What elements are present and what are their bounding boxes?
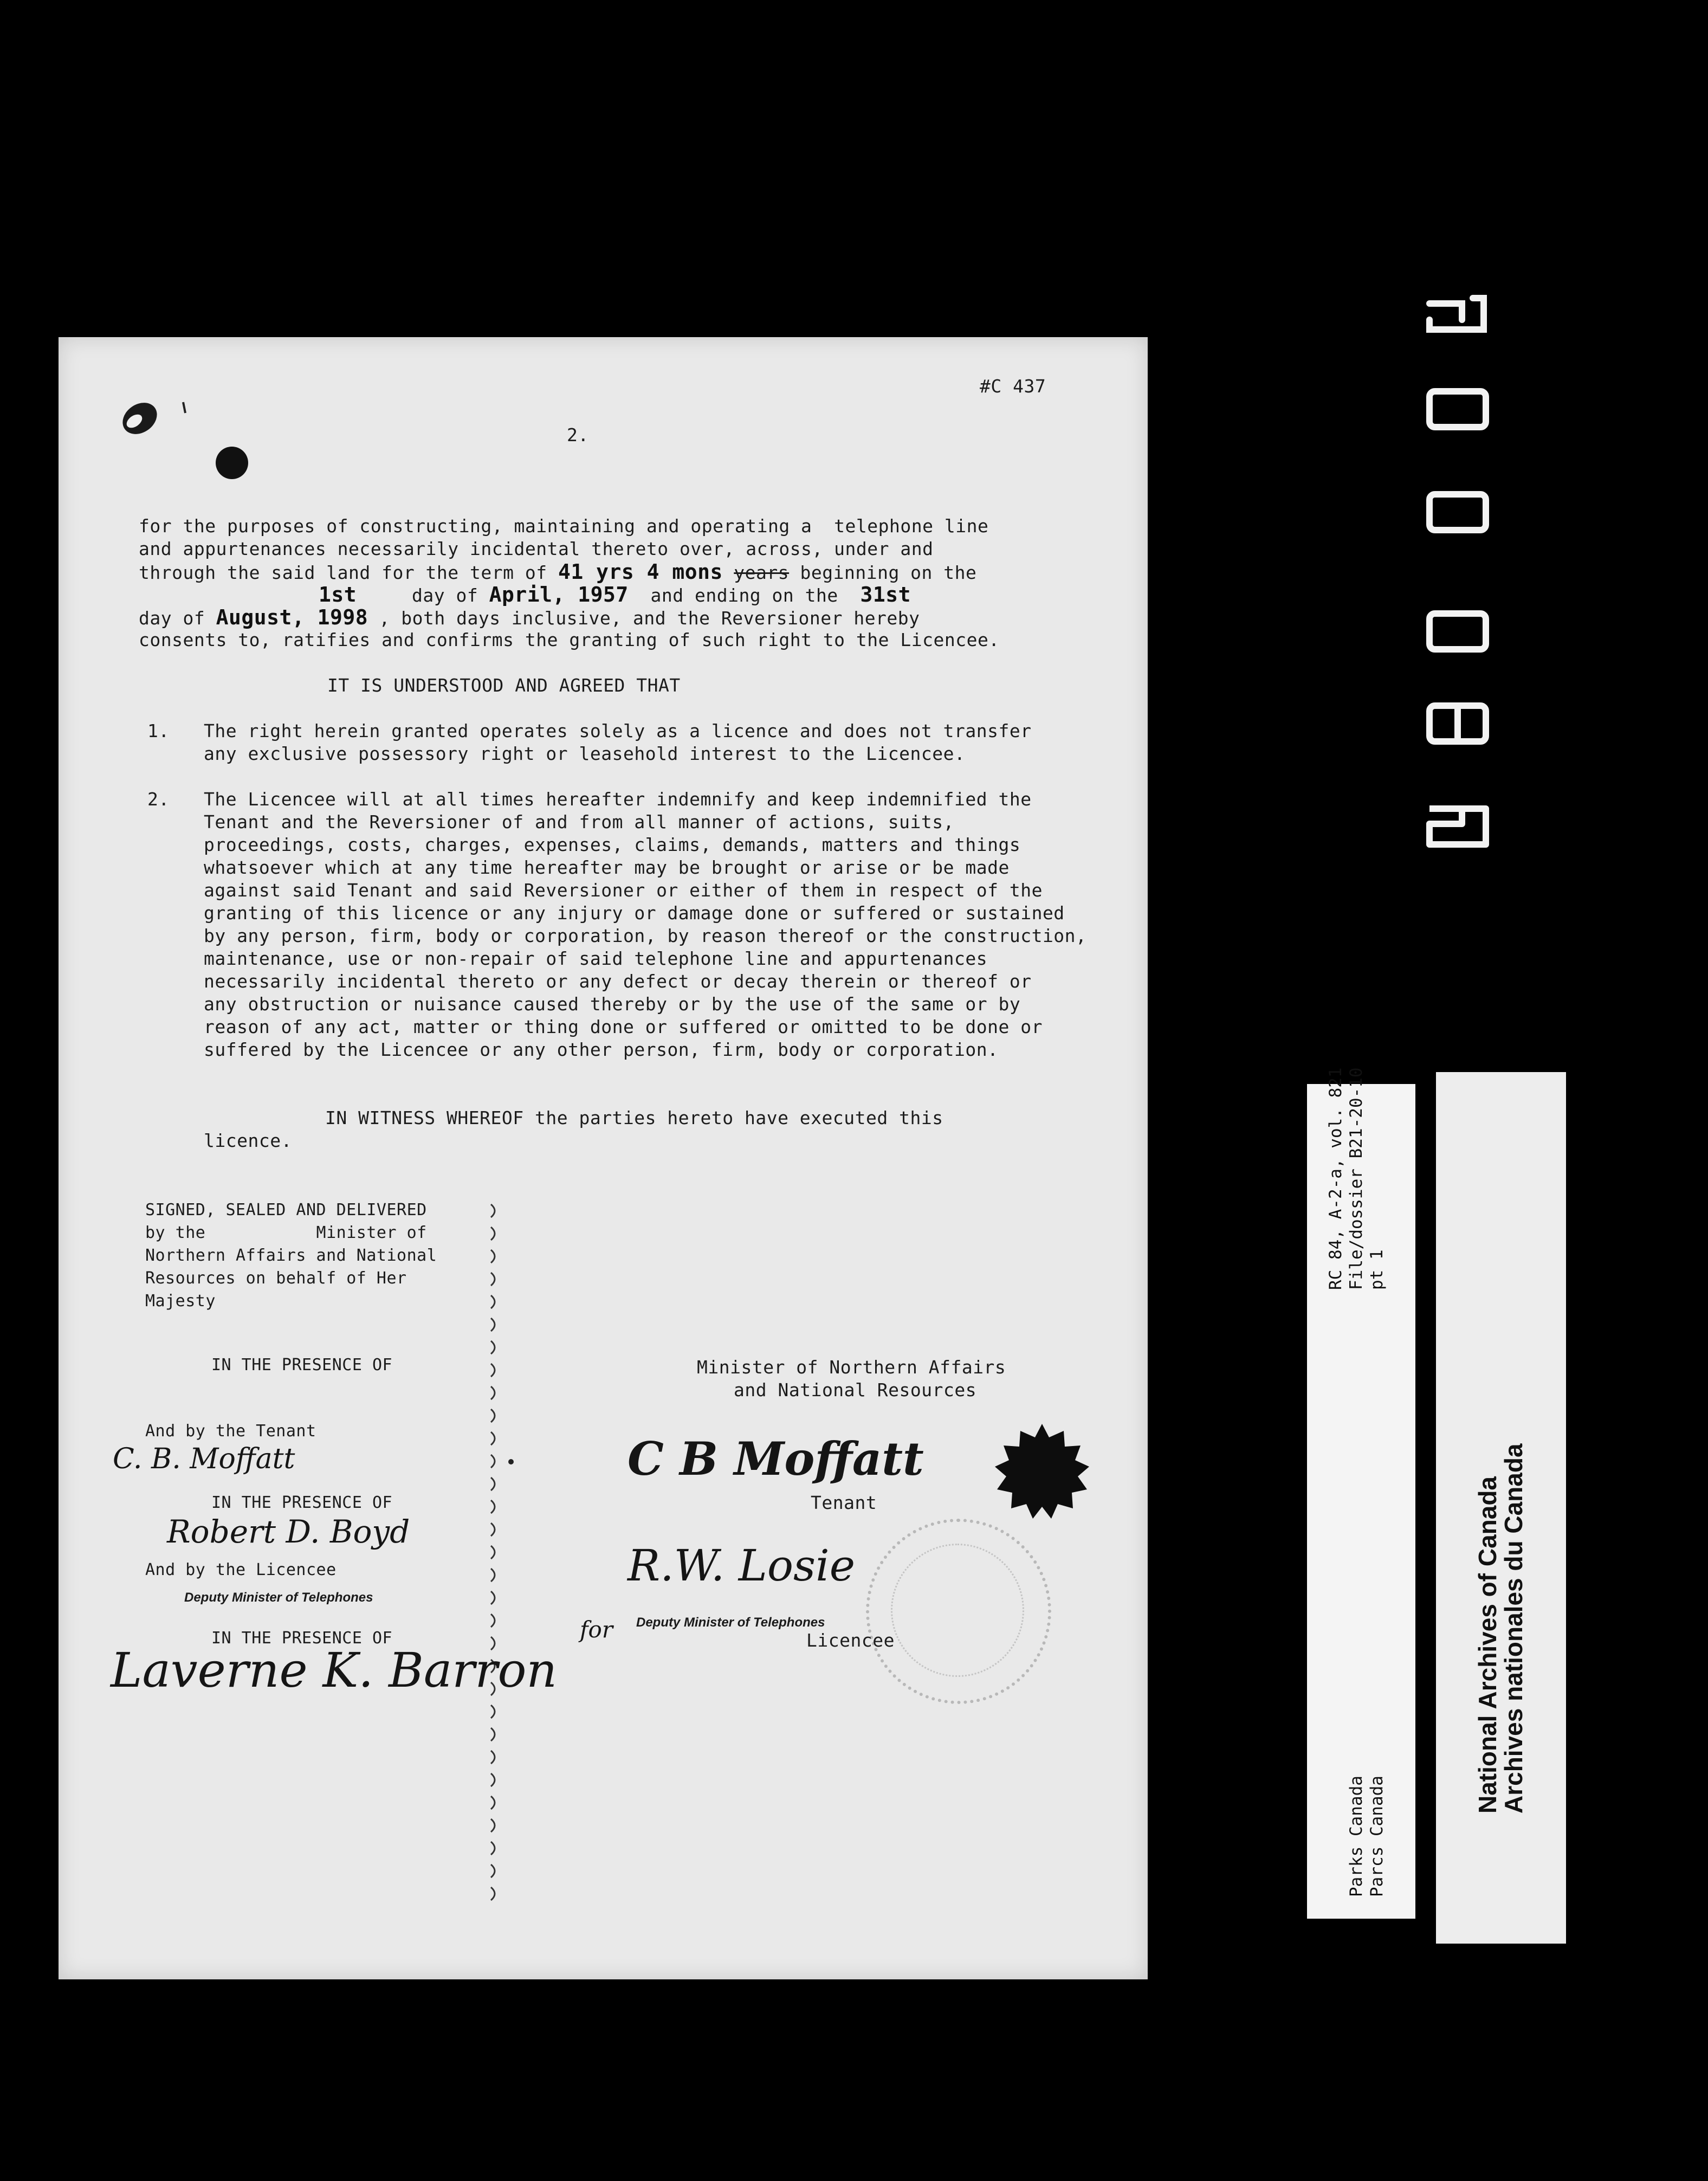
reel-mark-8 — [1424, 699, 1491, 748]
tenant-intro: And by the Tenant — [145, 1422, 316, 1441]
clause-2-line-4: whatsoever which at any time hereafter may be brought or arise or be made — [204, 857, 1010, 878]
presence-2: IN THE PRESENCE OF — [211, 1493, 393, 1512]
minister-title-2: and National Resources — [734, 1379, 977, 1401]
archive-reference-label — [1307, 1067, 1415, 1919]
day-start: 1st — [319, 583, 357, 606]
month-start: April, 1957 — [489, 583, 629, 606]
clause-2-line-11: reason of any act, matter or thing done or suffered or omitted to be done or — [204, 1016, 1043, 1037]
clause-1-line-2: any exclusive possessory right or leasehold interest to the Licencee. — [204, 743, 966, 764]
signed-line-3: Northern Affairs and National — [145, 1246, 437, 1265]
signature-losie: R.W. Losie — [627, 1540, 856, 1591]
deputy-stamp-left: Deputy Minister of Telephones — [184, 1590, 373, 1605]
reel-mark-9b — [1424, 802, 1491, 851]
national-archives-label — [1436, 1072, 1566, 1944]
org-line-2: Parcs Canada — [1367, 1776, 1387, 1897]
clause-2-line-10: any obstruction or nuisance caused thereby or by the use of the same or by — [204, 993, 1021, 1015]
signed-line-5: Majesty — [145, 1292, 216, 1311]
ref-line-1: RC 84, A-2-a, vol. 821 — [1326, 1067, 1345, 1290]
witness-line: IN WITNESS WHEREOF the parties hereto have executed this — [325, 1107, 943, 1128]
signature-tenant: C B Moffatt — [627, 1432, 924, 1486]
page-number: 2. — [567, 424, 589, 446]
intro-line-2: and appurtenances necessarily incidental thereto over, across, under and — [139, 538, 934, 559]
embossed-seal — [866, 1519, 1051, 1704]
clause-2-line-2: Tenant and the Reversioner of and from all manner of actions, suits, — [204, 811, 955, 833]
reel-mark-0a — [1424, 385, 1491, 434]
intro-line-3: through the said land for the term of 41 yrs 4 mons years beginning on the — [139, 560, 977, 584]
for-mark: for — [580, 1616, 613, 1643]
licencee-intro: And by the Licencee — [145, 1560, 337, 1579]
reel-mark-0c — [1424, 607, 1491, 656]
clause-2-number: 2. — [147, 789, 170, 810]
witness-cont: licence. — [204, 1130, 292, 1151]
deputy-stamp-right: Deputy Minister of Telephones — [636, 1615, 825, 1630]
day-end: 31st — [860, 583, 911, 606]
ref-line-3: pt 1 — [1367, 1249, 1387, 1290]
signed-line-1: SIGNED, SEALED AND DELIVERED — [145, 1201, 427, 1219]
intro-line-1: for the purposes of constructing, maintaining and operating a telephone line — [139, 515, 989, 537]
clause-2-line-8: maintenance, use or non-repair of said telephone line and appurtenances — [204, 948, 988, 969]
file-mark: #C 437 — [980, 376, 1046, 397]
term-value: 41 yrs 4 mons — [558, 560, 723, 584]
dot-mark — [508, 1459, 514, 1464]
clause-2-line-7: by any person, firm, body or corporation, by reason thereof or the construction, — [204, 925, 1087, 946]
clause-2-line-9: necessarily incidental thereto or any defect or decay therein or thereof or — [204, 971, 1032, 992]
date-end-line: day of August, 1998 , both days inclusive, and the Reversioner hereby — [139, 605, 920, 629]
presence-1: IN THE PRESENCE OF — [211, 1356, 393, 1375]
licencee-label: Licencee — [806, 1630, 895, 1651]
presence-3: IN THE PRESENCE OF — [211, 1629, 393, 1648]
clause-2-line-12: suffered by the Licencee or any other person, firm, body or corporation. — [204, 1039, 999, 1060]
date-start-line: 1st day of April, 1957 and ending on the 31st — [319, 583, 911, 606]
nac-line-1: National Archives of Canada — [1473, 1476, 1502, 1814]
signature-boyd: Robert D. Boyd — [167, 1513, 410, 1550]
clause-1-line-1: The right herein granted operates solely as a licence and does not transfer — [204, 720, 1032, 741]
reel-mark-0b — [1424, 488, 1491, 537]
signature-initials: C. B. Moffatt — [113, 1443, 295, 1475]
signed-line-4: Resources on behalf of Her — [145, 1269, 407, 1288]
seal — [991, 1421, 1094, 1524]
reel-mark-9 — [1424, 287, 1491, 336]
consents-line: consents to, ratifies and confirms the granting of such right to the Licencee. — [139, 629, 1000, 650]
ink-blot-marks — [102, 391, 254, 494]
month-end: August, 1998 — [216, 605, 368, 629]
signature-barron: Laverne K. Barron — [111, 1642, 558, 1698]
paren-column — [487, 1199, 503, 1952]
term-struck: years — [734, 562, 790, 583]
clause-2-line-6: granting of this licence or any injury or damage done or suffered or sustained — [204, 902, 1065, 924]
agreed-heading: IT IS UNDERSTOOD AND AGREED THAT — [327, 675, 681, 696]
clause-1-number: 1. — [147, 720, 170, 741]
nac-line-2: Archives nationales du Canada — [1499, 1443, 1528, 1814]
clause-2-line-5: against said Tenant and said Reversioner or either of them in respect of the — [204, 880, 1043, 901]
clause-2-line-3: proceedings, costs, charges, expenses, claims, demands, matters and things — [204, 834, 1021, 855]
org-line-1: Parks Canada — [1347, 1776, 1366, 1897]
tenant-label: Tenant — [811, 1492, 877, 1513]
clause-2-line-1: The Licencee will at all times hereafter indemnify and keep indemnified the — [204, 789, 1032, 810]
minister-title-1: Minister of Northern Affairs — [697, 1357, 1006, 1378]
document-page — [59, 337, 1148, 1979]
ref-line-2: File/dossier B21-20-10 — [1347, 1067, 1366, 1290]
signed-line-2: by the Minister of — [145, 1223, 427, 1242]
